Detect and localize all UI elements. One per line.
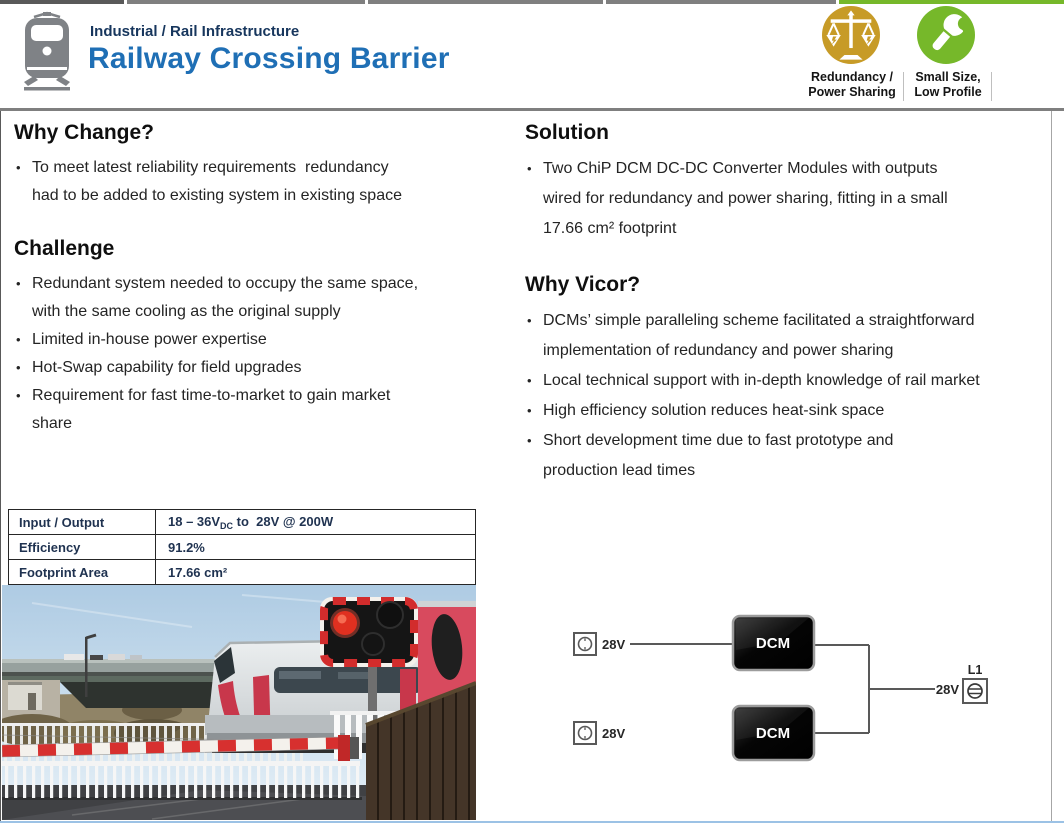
- section-why-vicor: [525, 273, 1055, 486]
- dcm2-label: DCM: [755, 725, 791, 742]
- bullet-item: • Hot-Swap capability for field upgrades: [16, 359, 302, 376]
- section-solution: [525, 121, 1050, 244]
- top-bar-segment: [127, 0, 365, 4]
- scale-icon: [822, 6, 880, 64]
- top-bar-segment-accent: [839, 0, 1064, 4]
- output-load: [963, 679, 987, 703]
- badge-smallsize-label: Small Size, Low Profile: [914, 70, 982, 99]
- wrench-icon: [917, 6, 975, 64]
- section-heading: Why Change?: [14, 121, 154, 144]
- dcm-module-1: [733, 616, 814, 670]
- bullet-item: • Requirement for fast time-to-market to gain market share: [16, 387, 391, 432]
- bullet-item: • To meet latest reliability requirements redundancy had to be added to existing system in existing space: [14, 154, 484, 210]
- railway-crossing-photo: [2, 585, 476, 825]
- table-row: [9, 534, 475, 559]
- bullet-item: • Short development time due to fast prototype and production lead times: [527, 432, 894, 479]
- table-row: [9, 559, 475, 584]
- header-rule: [0, 108, 1064, 111]
- page-title: Railway Crossing Barrier: [88, 42, 450, 75]
- train-icon: [18, 10, 76, 99]
- table-cell-label: Footprint Area: [9, 560, 156, 584]
- bullet-item: • Two ChiP DCM DC-DC Converter Modules with outputs wired for redundancy and power sharing, fitting in a small 17.66 cm² footprint: [527, 160, 948, 237]
- bullet-item: • DCMs’ simple paralleling scheme facilitated a straightforward implementation of redundancy and power sharing: [527, 312, 975, 359]
- input1-label: 28V: [602, 637, 626, 652]
- table-cell-value: 17.66 cm²: [168, 564, 228, 580]
- table-row: [9, 510, 475, 534]
- redundancy-diagram: [480, 590, 1050, 810]
- load-label: L1: [967, 663, 983, 677]
- input-source-1: [574, 633, 596, 655]
- category-label: Industrial / Rail Infrastructure: [90, 23, 300, 40]
- table-cell-label: Input / Output: [9, 510, 156, 534]
- section-heading: Why Vicor?: [525, 273, 641, 296]
- section-heading: Challenge: [14, 237, 115, 260]
- table-cell-label: Efficiency: [9, 535, 156, 559]
- frame-left: [0, 111, 1, 821]
- spec-table: [8, 509, 476, 585]
- top-bar-segment: [0, 0, 124, 4]
- bullet-item: • Local technical support with in-depth knowledge of rail market: [527, 372, 980, 389]
- table-cell-value: 91.2%: [168, 539, 205, 555]
- table-cell-value: $18 - 36V_{DC}$ to 28V @ 200W: [168, 513, 334, 531]
- section-challenge: [14, 237, 484, 438]
- badge-redundancy-label: Redundancy / Power Sharing: [808, 70, 896, 99]
- bullet-item: • High efficiency solution reduces heat-sink space: [527, 402, 885, 419]
- input-source-2: [574, 722, 596, 744]
- bullet-item: • Limited in-house power expertise: [16, 331, 267, 348]
- output-label: 28V: [935, 682, 959, 697]
- section-why-change: [14, 121, 484, 210]
- top-bar-segment: [606, 0, 836, 4]
- dcm1-label: DCM: [755, 635, 791, 652]
- section-heading: Solution: [525, 121, 609, 144]
- badge-divider: [991, 72, 992, 101]
- input2-label: 28V: [602, 726, 626, 741]
- bullet-item: • Redundant system needed to occupy the same space, with the same cooling as the original supply: [16, 275, 419, 320]
- top-bar-segment: [368, 0, 603, 4]
- bullet-dot: •: [16, 160, 21, 175]
- dcm-module-2: [733, 706, 814, 760]
